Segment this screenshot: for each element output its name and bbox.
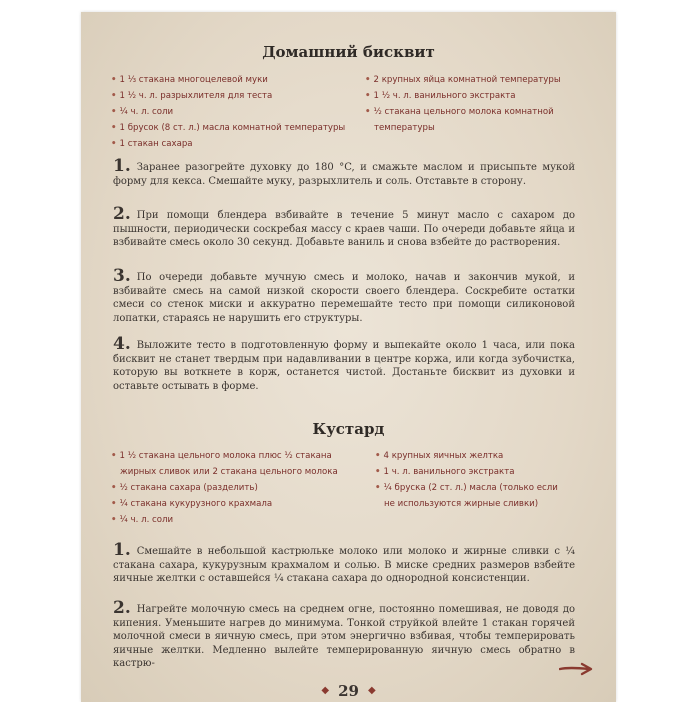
- step-text: Нагрейте молочную смесь на среднем огне, постоянно помешивая, не доводя до кипения. Уменьшите нагрев до минимума. Тонкой струйкой влейте 1 стакан горячей молочной смеси в яичную смесь, при этом энергично взбивая, чтобы темперировать яичные желтки. Медленно вылейте темперированную яичную смесь обратно в кастрю-: [113, 604, 575, 670]
- ingredient-item: • 1 ½ стакана цельного молока плюс ½ стакана: [111, 451, 332, 461]
- ingredients-left-custard: [111, 448, 338, 528]
- ingredient-item: • ¼ ч. л. соли: [111, 107, 174, 117]
- step-number: 4.: [113, 334, 131, 354]
- step-sponge-1: [113, 156, 575, 188]
- step-custard-2: [113, 598, 575, 671]
- step-text: При помощи блендера взбивайте в течение 5 минут масло с сахаром до пышности, периодически соскребая массу с краев чаши. По очереди добавьте яйца и взбивайте смесь около 30 секунд. Добавьте ваниль и снова взбейте до растворения.: [113, 210, 575, 249]
- step-text: Заранее разогрейте духовку до 180 °C, и смажьте маслом и присыпьте мукой форму для кекса. Смешайте муку, разрыхлитель и соль. Отставьте в сторону.: [113, 162, 575, 187]
- step-text: Смешайте в небольшой кастрюльке молоко или молоко и жирные сливки с ¼ стакана сахара, кукурузным крахмалом и солью. В миске средних размеров взбейте яичные желтки с оставшейся ¼ стакана сахара до однородной консистенции.: [113, 546, 575, 585]
- recipe-title-sponge: Домашний бисквит: [262, 43, 435, 61]
- ingredients-left-sponge: [111, 72, 345, 152]
- step-number: 3.: [113, 266, 131, 286]
- ingredients-right-sponge: [365, 72, 561, 136]
- ingredient-item: • ¼ ч. л. соли: [111, 515, 174, 525]
- ingredient-item: • 2 крупных яйца комнатной температуры: [365, 75, 561, 85]
- step-number: 2.: [113, 598, 131, 618]
- ingredient-item: • 1 брусок (8 ст. л.) масла комнатной температуры: [111, 123, 346, 133]
- step-number: 2.: [113, 204, 131, 224]
- ingredient-item: • 1 ½ ч. л. разрыхлителя для теста: [111, 91, 273, 101]
- ingredients-right-custard: [375, 448, 558, 512]
- diamond-ornament-icon: ◆: [367, 685, 376, 696]
- step-text: По очереди добавьте мучную смесь и молоко, начав и закончив мукой, и взбивайте смесь на самой низкой скорости своего блендера. Соскребите остатки смеси со стенок миски и аккуратно перемешайте тесто при помощи силиконовой лопатки, стараясь не нарушить его структуры.: [113, 272, 575, 324]
- step-sponge-2: [113, 204, 575, 250]
- ingredient-item: не используются жирные сливки): [384, 499, 539, 509]
- ingredient-item: • 1 ч. л. ванильного экстракта: [375, 467, 515, 477]
- page-number: [81, 682, 616, 700]
- step-sponge-4: [113, 334, 575, 393]
- step-number: 1.: [113, 540, 131, 560]
- book-page: [81, 12, 616, 702]
- ingredient-item: температуры: [374, 123, 435, 133]
- ingredient-item: • 1 ⅓ стакана многоцелевой муки: [111, 75, 268, 85]
- recipe-title-custard: Кустард: [312, 420, 385, 438]
- ingredient-item: • ¼ стакана кукурузного крахмала: [111, 499, 273, 509]
- ingredient-item: • ½ стакана цельного молока комнатной: [365, 107, 554, 117]
- ingredient-item: жирных сливок или 2 стакана цельного молока: [120, 467, 338, 477]
- step-text: Выложите тесто в подготовленную форму и выпекайте около 1 часа, или пока бисквит не станет твердым при надавливании в центре коржа, или когда зубочистка, которую вы воткнете в корж, останется чистой. Достаньте бисквит из духовки и оставьте остывать в форме.: [113, 340, 575, 392]
- ingredient-item: • ¼ бруска (2 ст. л.) масла (только если: [375, 483, 558, 493]
- ingredient-item: • 1 ½ ч. л. ванильного экстракта: [365, 91, 516, 101]
- ingredient-item: • ½ стакана сахара (разделить): [111, 483, 258, 493]
- ingredient-item: • 1 стакан сахара: [111, 139, 193, 149]
- step-number: 1.: [113, 156, 131, 176]
- ingredient-item: • 4 крупных яичных желтка: [375, 451, 504, 461]
- page-number-value: 29: [338, 682, 359, 700]
- arrow-right-icon: [559, 662, 593, 676]
- diamond-ornament-icon: ◆: [321, 685, 330, 696]
- step-sponge-3: [113, 266, 575, 325]
- step-custard-1: [113, 540, 575, 586]
